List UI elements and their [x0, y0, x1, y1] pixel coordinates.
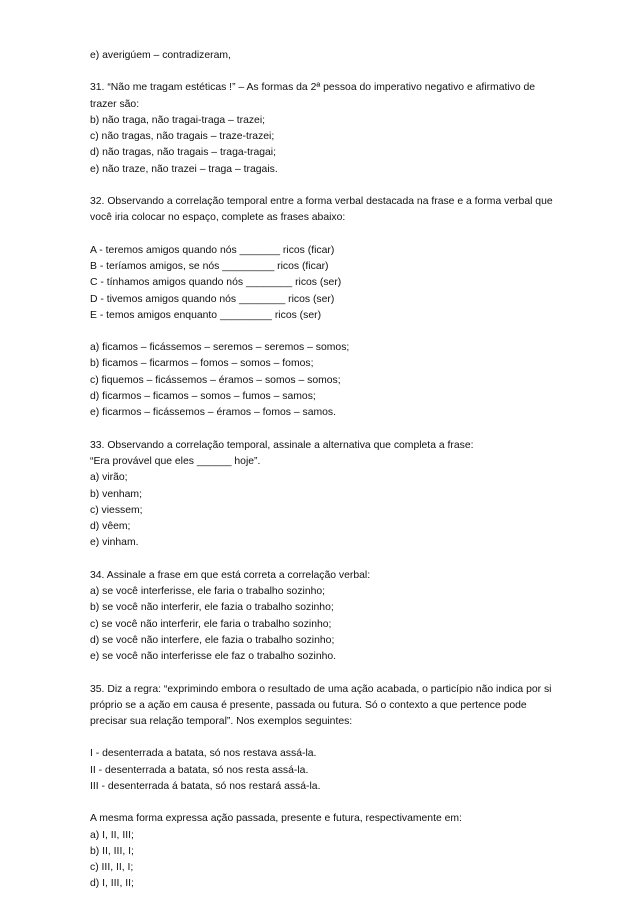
- question-33: [90, 438, 560, 552]
- option-e: e) averigúem – contradizeram,: [90, 50, 231, 61]
- question-35-prompt: 35. Diz a regra: “exprimindo embora o resultado de uma ação acabada, o particípio não indica por si próprio se a ação em causa é presente, passada ou futura. Só o contexto a que pertence pode precisar sua relação temporal”. Nos exemplos seguintes:: [90, 683, 552, 728]
- q33-quote: “Era provável que eles ______ hoje”.: [90, 455, 261, 467]
- q31-option-e: e) não traze, não trazei – traga – tragais.: [90, 163, 278, 175]
- question-32-prompt: 32. Observando a correlação temporal entre a forma verbal destacada na frase e a forma verbal que você iria colocar no espaço, complete as frases abaixo:: [90, 196, 553, 224]
- q35-example-ii: II - desenterrada a batata, só nos resta assá-la.: [90, 764, 309, 776]
- q35-question: A mesma forma expressa ação passada, presente e futura, respectivamente em:: [90, 813, 462, 825]
- q32-sentence-c: C - tínhamos amigos quando nós ________ ricos (ser): [90, 277, 342, 289]
- q33-option-a: a) virão;: [90, 472, 128, 484]
- q32-option-b: b) ficamos – ficarmos – fomos – somos – fomos;: [90, 358, 314, 370]
- q35-option-d: d) I, III, II;: [90, 878, 134, 890]
- question-31: [90, 80, 560, 178]
- question-32-options: [90, 340, 560, 421]
- q35-option-a: a) I, II, III;: [90, 829, 134, 841]
- question-31-prompt: 31. “Não me tragam estéticas !” – As formas da 2ª pessoa do imperativo negativo e afirmativo de trazer são:: [90, 82, 536, 110]
- q33-option-b: b) venham;: [90, 488, 142, 500]
- q33-option-e: e) vinham.: [90, 537, 139, 549]
- question-34: [90, 568, 560, 666]
- q35-example-i: I - desenterrada a batata, só nos restava assá-la.: [90, 748, 317, 760]
- q33-option-c: c) viessem;: [90, 504, 143, 516]
- question-32: [90, 194, 560, 227]
- q32-sentence-b: B - teríamos amigos, se nós _________ ricos (ficar): [90, 260, 329, 272]
- q35-option-b: b) II, III, I;: [90, 845, 134, 857]
- q32-sentence-e: E - temos amigos enquanto _________ ricos (ser): [90, 309, 322, 321]
- q32-option-a: a) ficamos – ficássemos – seremos – seremos – somos;: [90, 342, 350, 354]
- q31-option-c: c) não tragas, não tragais – traze-trazei;: [90, 131, 275, 143]
- q34-option-a: a) se você interferisse, ele faria o trabalho sozinho;: [90, 586, 326, 598]
- prev-question-tail: [90, 48, 560, 64]
- question-32-sentences: [90, 243, 560, 324]
- q35-example-iii: III - desenterrada á batata, só nos restará assá-la.: [90, 780, 321, 792]
- question-35: [90, 682, 560, 731]
- question-35-options: [90, 811, 560, 892]
- question-34-prompt: 34. Assinale a frase em que está correta a correlação verbal:: [90, 569, 371, 581]
- q34-option-e: e) se você não interferisse ele faz o trabalho sozinho.: [90, 651, 337, 663]
- q32-option-c: c) fiquemos – ficássemos – éramos – somos – somos;: [90, 374, 341, 386]
- q33-option-d: d) vêem;: [90, 521, 131, 533]
- q32-option-e: e) ficarmos – ficássemos – éramos – fomos – samos.: [90, 407, 336, 419]
- q34-option-d: d) se você não interfere, ele fazia o trabalho sozinho;: [90, 634, 335, 646]
- q31-option-b: b) não traga, não tragai-traga – trazei;: [90, 114, 266, 126]
- q35-option-c: c) III, II, I;: [90, 862, 134, 874]
- question-35-examples: [90, 746, 560, 795]
- q34-option-c: c) se você não interferir, ele faria o trabalho sozinho;: [90, 618, 332, 630]
- q31-option-d: d) não tragas, não tragais – traga-tragai;: [90, 147, 276, 159]
- q32-sentence-d: D - tivemos amigos quando nós ________ ricos (ser): [90, 293, 335, 305]
- question-33-prompt: 33. Observando a correlação temporal, assinale a alternativa que completa a frase:: [90, 439, 474, 451]
- q32-option-d: d) ficarmos – ficamos – somos – fumos – samos;: [90, 391, 316, 403]
- document-content: [90, 48, 560, 909]
- q34-option-b: b) se você não interferir, ele fazia o trabalho sozinho;: [90, 602, 334, 614]
- q32-sentence-a: A - teremos amigos quando nós _______ ricos (ficar): [90, 244, 335, 256]
